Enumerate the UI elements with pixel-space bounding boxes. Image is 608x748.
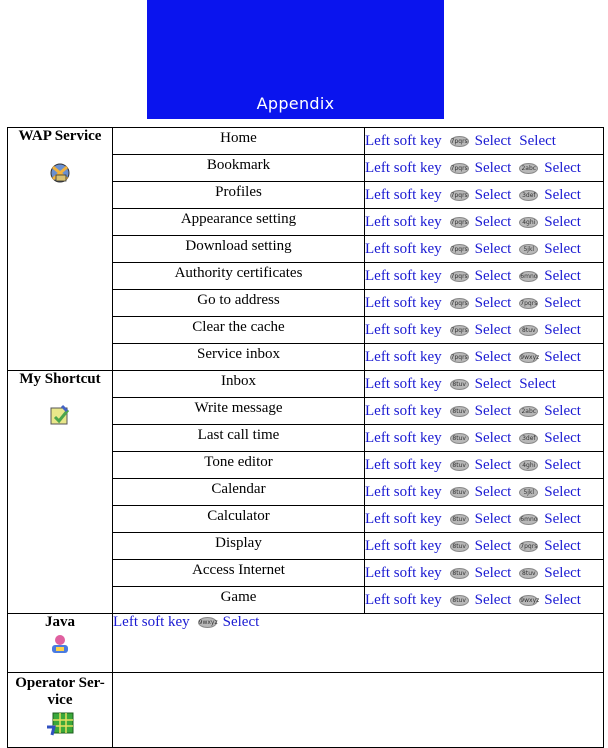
shortcut-table: [7, 127, 604, 748]
nav-left-soft-key: Left soft key: [365, 349, 442, 365]
nav-select: Select: [474, 403, 512, 419]
appendix-title: Appendix: [256, 94, 335, 113]
menu-item: Service inbox: [113, 344, 365, 371]
key-sequence: [365, 452, 604, 479]
category-label: Java: [45, 614, 75, 630]
java-person-icon: [8, 633, 112, 657]
nav-left-soft-key: Left soft key: [365, 214, 442, 230]
nav-select: Select: [544, 484, 581, 500]
menu-item: Calculator: [113, 506, 365, 533]
key-sequence: [113, 673, 604, 748]
keypad-7pqrs-icon: 7pqrs: [450, 165, 468, 173]
menu-item: Download setting: [113, 236, 365, 263]
keypad-8tuv-icon: 8tuv: [450, 514, 469, 525]
nav-left-soft-key: Left soft key: [365, 133, 442, 149]
nav-select: Select: [474, 241, 512, 257]
wap-globe-icon: [8, 161, 112, 185]
keypad-8tuv-icon: 8tuv: [450, 406, 469, 417]
nav-select: Select: [544, 430, 581, 446]
keypad-9wxyz-icon: 9wxyz: [520, 354, 540, 362]
keypad-8tuv-icon: 8tuv: [450, 460, 469, 471]
keypad-9wxyz-icon: 9wxyz: [198, 619, 218, 627]
key-sequence: [365, 371, 604, 398]
keypad-8tuv-icon: 8tuv: [519, 325, 538, 336]
key-sequence: [365, 155, 604, 182]
keypad-5jkl-icon: 5jkl: [519, 244, 538, 255]
category-label: My Shortcut: [19, 371, 101, 387]
nav-select: Select: [474, 160, 512, 176]
keypad-7pqrs-icon: 7pqrs: [450, 219, 468, 227]
nav-left-soft-key: Left soft key: [365, 160, 442, 176]
menu-item: Bookmark: [113, 155, 365, 182]
keypad-8tuv-icon: 8tuv: [450, 595, 469, 606]
nav-select: Select: [544, 214, 581, 230]
nav-left-soft-key: Left soft key: [365, 187, 442, 203]
java-category: [8, 614, 113, 673]
operator-grid-icon: [8, 711, 112, 737]
nav-select: Select: [474, 214, 512, 230]
nav-select: Select: [474, 268, 512, 284]
nav-left-soft-key: Left soft key: [365, 538, 442, 554]
table-row: [8, 614, 604, 673]
keypad-2abc-icon: 2abc: [519, 406, 538, 417]
nav-left-soft-key: Left soft key: [365, 484, 442, 500]
table-row: [8, 673, 604, 748]
key-sequence: [365, 425, 604, 452]
menu-item: Game: [113, 587, 365, 614]
nav-select: Select: [544, 160, 581, 176]
keypad-8tuv-icon: 8tuv: [450, 568, 469, 579]
nav-select: Select: [474, 457, 512, 473]
nav-select: Select: [544, 241, 581, 257]
appendix-banner: [147, 0, 444, 119]
menu-item: Inbox: [113, 371, 365, 398]
keypad-7pqrs-icon: 7pqrs: [450, 327, 468, 335]
nav-left-soft-key: Left soft key: [365, 268, 442, 284]
menu-item: Last call time: [113, 425, 365, 452]
shortcut-notepad-icon: [8, 404, 112, 428]
keypad-8tuv-icon: 8tuv: [450, 379, 469, 390]
nav-select: Select: [519, 133, 556, 149]
nav-select: Select: [544, 457, 581, 473]
nav-select: Select: [474, 322, 512, 338]
table-row: [8, 128, 604, 155]
menu-item: Write message: [113, 398, 365, 425]
keypad-7pqrs-icon: 7pqrs: [520, 543, 538, 551]
keypad-7pqrs-icon: 7pqrs: [450, 354, 468, 362]
keypad-8tuv-icon: 8tuv: [450, 541, 469, 552]
nav-left-soft-key: Left soft key: [365, 403, 442, 419]
nav-select: Select: [474, 133, 512, 149]
key-sequence: [365, 479, 604, 506]
category-label: WAP Service: [18, 128, 102, 144]
nav-select: Select: [474, 187, 512, 203]
nav-select: Select: [544, 592, 581, 608]
nav-select: Select: [474, 376, 512, 392]
menu-item: Authority certificates: [113, 263, 365, 290]
nav-left-soft-key: Left soft key: [365, 457, 442, 473]
menu-item: Go to address: [113, 290, 365, 317]
key-sequence: [365, 317, 604, 344]
menu-item: Home: [113, 128, 365, 155]
nav-select: Select: [474, 511, 512, 527]
menu-item: Clear the cache: [113, 317, 365, 344]
keypad-8tuv-icon: 8tuv: [450, 487, 469, 498]
nav-select: Select: [474, 565, 512, 581]
nav-left-soft-key: Left soft key: [365, 592, 442, 608]
menu-item: Tone editor: [113, 452, 365, 479]
operator-category: [8, 673, 113, 748]
keypad-8tuv-icon: 8tuv: [519, 568, 538, 579]
nav-left-soft-key: Left soft key: [365, 430, 442, 446]
keypad-6mno-icon: 6mno: [520, 273, 538, 281]
key-sequence: [365, 506, 604, 533]
nav-select: Select: [544, 187, 581, 203]
nav-select: Select: [474, 430, 512, 446]
menu-item: Appearance setting: [113, 209, 365, 236]
keypad-4ghi-icon: 4ghi: [519, 460, 538, 471]
nav-left-soft-key: Left soft key: [365, 376, 442, 392]
key-sequence: [365, 290, 604, 317]
nav-left-soft-key: Left soft key: [365, 241, 442, 257]
keypad-3def-icon: 3def: [519, 433, 538, 444]
menu-item: Display: [113, 533, 365, 560]
nav-select: Select: [544, 538, 581, 554]
key-sequence: [365, 182, 604, 209]
nav-select: Select: [544, 295, 581, 311]
nav-select: Select: [544, 565, 581, 581]
nav-select: Select: [474, 592, 512, 608]
nav-select: Select: [474, 538, 512, 554]
nav-left-soft-key: Left soft key: [365, 511, 442, 527]
menu-item: Calendar: [113, 479, 365, 506]
nav-select: Select: [474, 295, 512, 311]
table-row: [8, 371, 604, 398]
nav-left-soft-key: Left soft key: [365, 322, 442, 338]
key-sequence: Left soft key 9wxyz Select: [113, 614, 604, 673]
category-label: Operator Ser-vice: [15, 675, 105, 708]
nav-select: Select: [544, 268, 581, 284]
key-sequence: [365, 344, 604, 371]
nav-select: Select: [544, 322, 581, 338]
keypad-3def-icon: 3def: [519, 190, 538, 201]
shortcut-category: [8, 371, 113, 614]
key-sequence: [365, 587, 604, 614]
key-sequence: [365, 560, 604, 587]
nav-left-soft-key: Left soft key: [365, 295, 442, 311]
keypad-7pqrs-icon: 7pqrs: [450, 273, 468, 281]
nav-select: Select: [474, 349, 512, 365]
keypad-9wxyz-icon: 9wxyz: [520, 597, 540, 605]
keypad-4ghi-icon: 4ghi: [519, 217, 538, 228]
key-sequence: [365, 398, 604, 425]
keypad-8tuv-icon: 8tuv: [450, 433, 469, 444]
keypad-7pqrs-icon: 7pqrs: [450, 246, 468, 254]
nav-select: Select: [474, 484, 512, 500]
keypad-7pqrs-icon: 7pqrs: [450, 192, 468, 200]
nav-select: Select: [519, 376, 556, 392]
key-sequence: [365, 533, 604, 560]
key-sequence: [365, 209, 604, 236]
keypad-6mno-icon: 6mno: [520, 516, 538, 524]
nav-left-soft-key: Left soft key: [365, 565, 442, 581]
keypad-5jkl-icon: 5jkl: [519, 487, 538, 498]
menu-item: Profiles: [113, 182, 365, 209]
key-sequence: [365, 128, 604, 155]
nav-select: Select: [544, 349, 581, 365]
keypad-7pqrs-icon: 7pqrs: [520, 300, 538, 308]
nav-select: Select: [544, 403, 581, 419]
key-sequence: [365, 263, 604, 290]
keypad-2abc-icon: 2abc: [519, 163, 538, 174]
menu-item: Access Internet: [113, 560, 365, 587]
keypad-7pqrs-icon: 7pqrs: [450, 138, 468, 146]
keypad-7pqrs-icon: 7pqrs: [450, 300, 468, 308]
wap-category: [8, 128, 113, 371]
key-sequence: [365, 236, 604, 263]
nav-select: Select: [544, 511, 581, 527]
